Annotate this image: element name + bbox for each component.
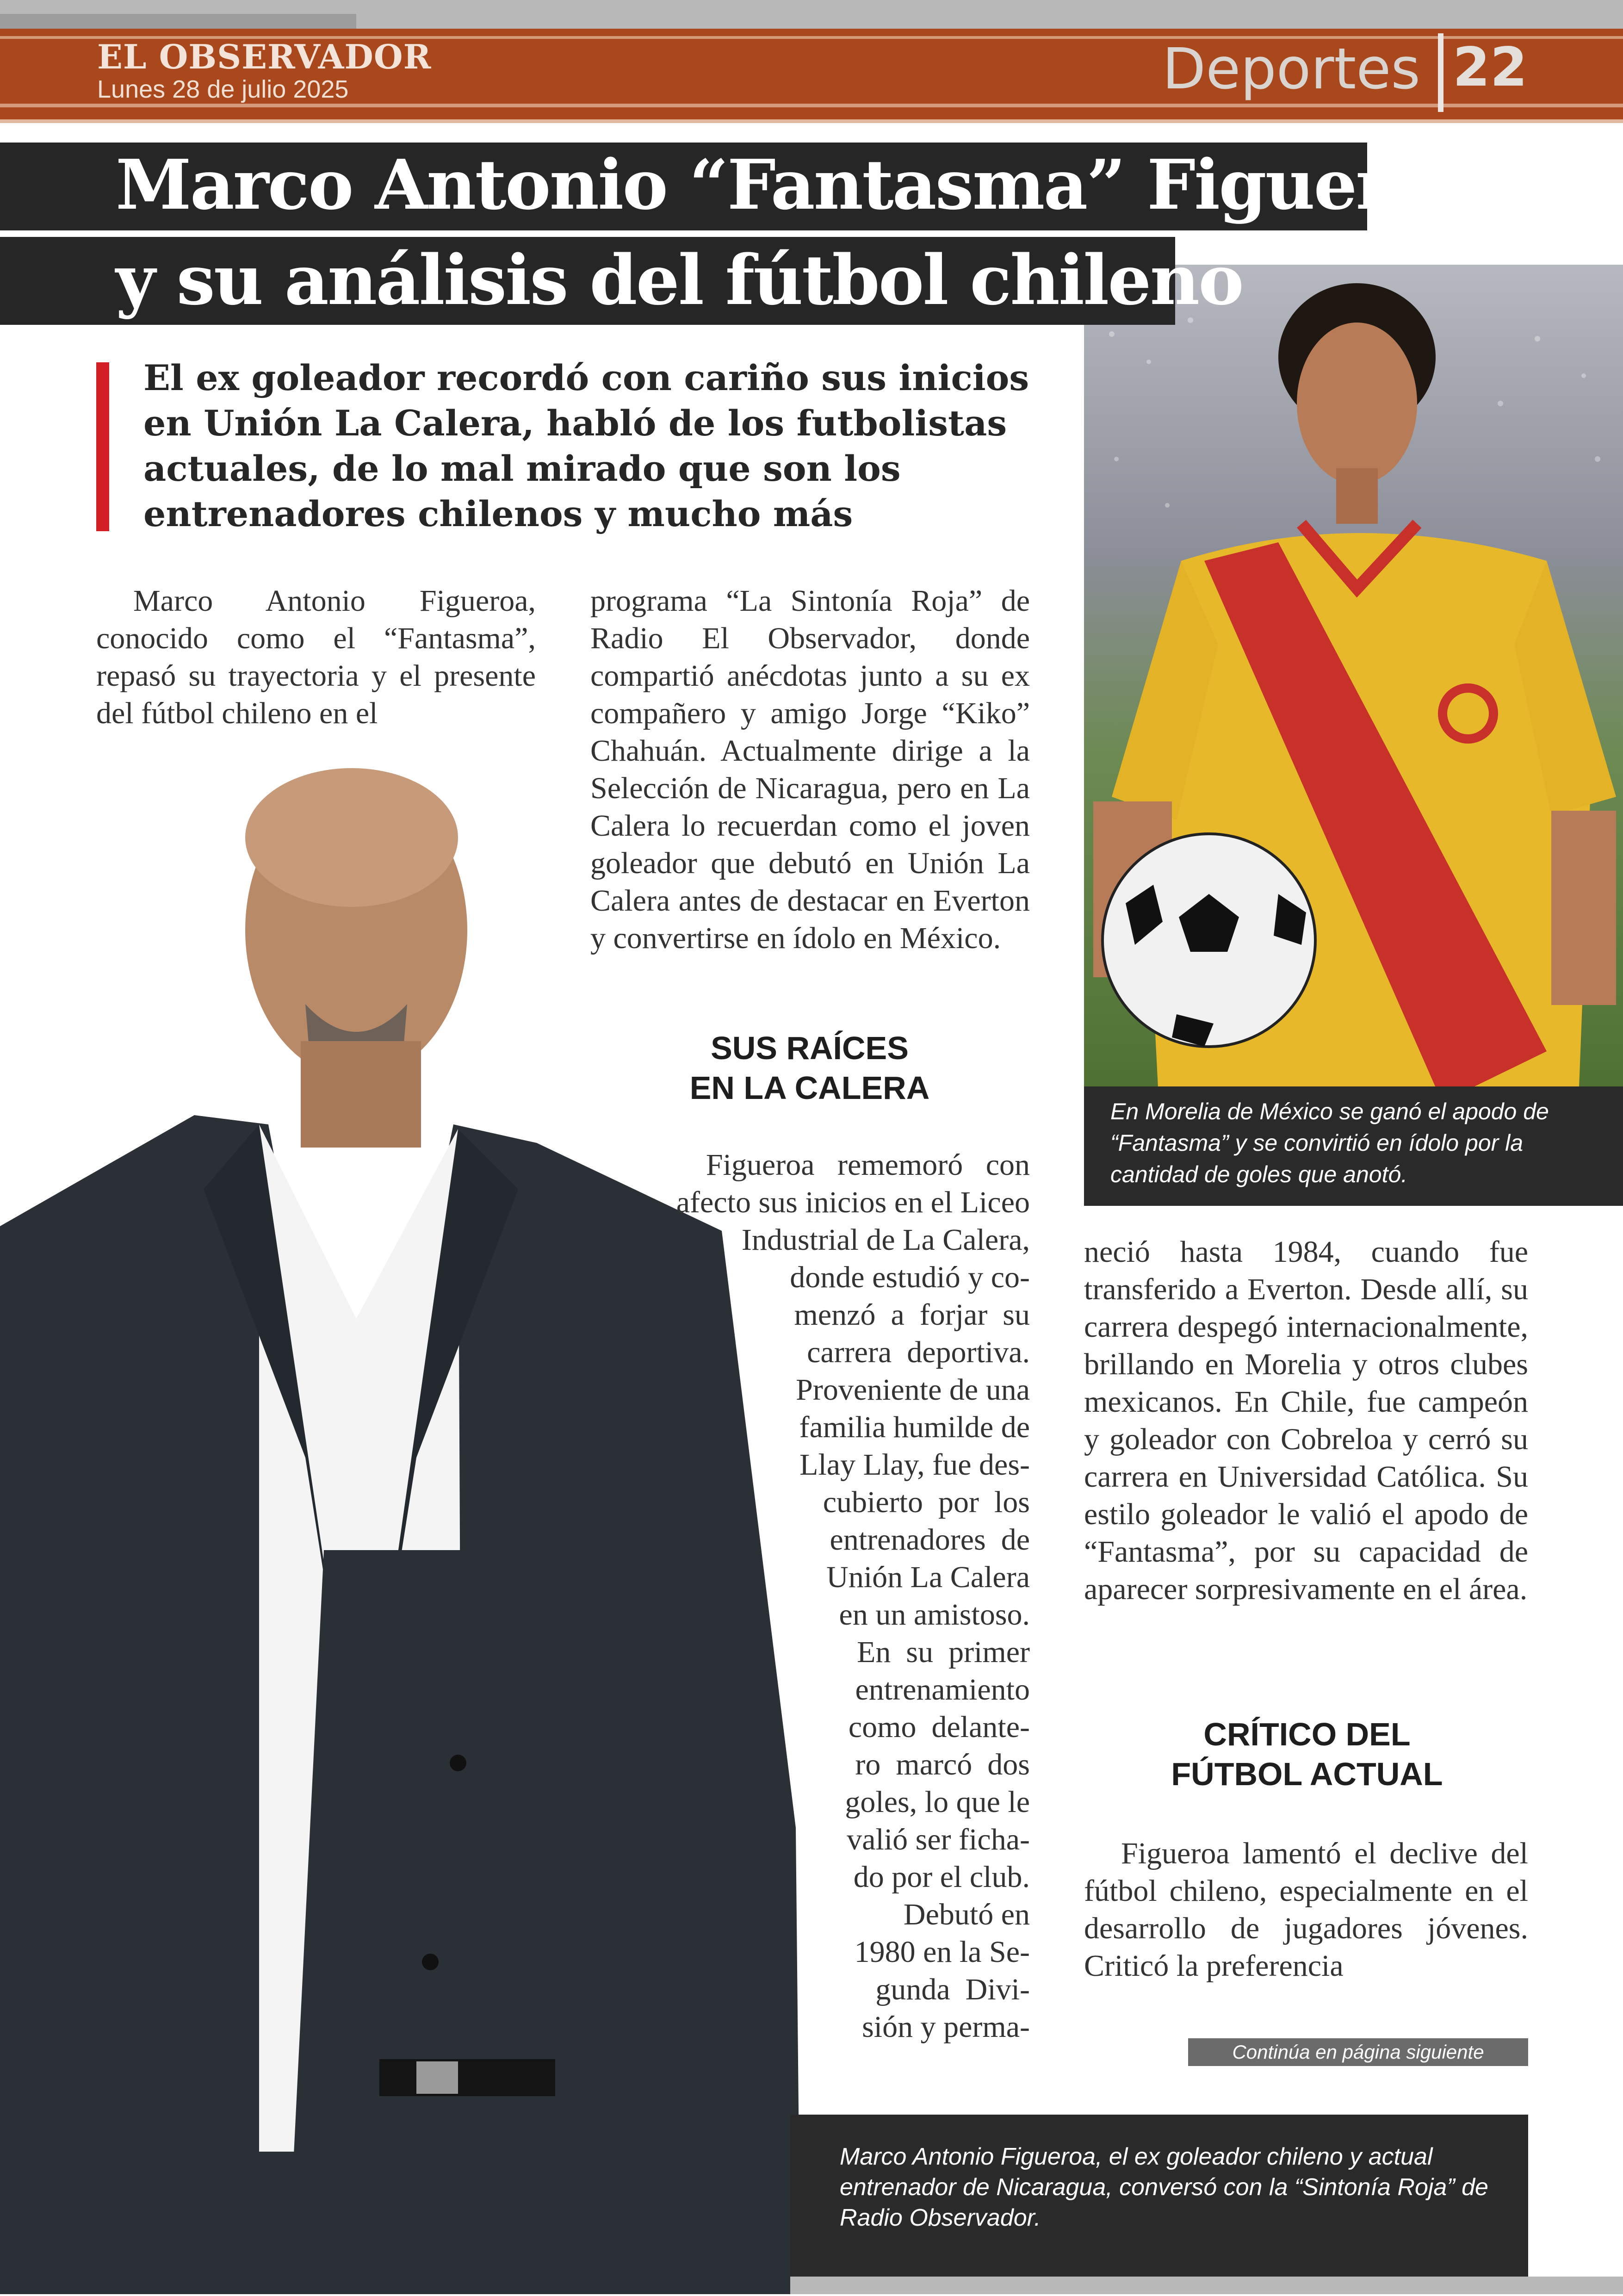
page-number-divider [1438, 33, 1443, 112]
body-text-line: afecto sus inicios en el Liceo [676, 1185, 1030, 1219]
body-text-line: cubierto por los [823, 1485, 1030, 1519]
body-text-line: valió ser ficha- [847, 1823, 1030, 1856]
body-text-line: Unión La Calera [826, 1560, 1030, 1594]
body-text-line: sión y perma- [862, 2010, 1030, 2044]
body-text-line: donde estudió y co- [790, 1260, 1030, 1294]
coach-illustration [0, 763, 800, 2294]
headline: y su análisis del fútbol chileno [116, 240, 1243, 320]
morelia-player-photo [1084, 265, 1623, 1087]
body-text-line: 1980 en la Se- [854, 1935, 1030, 1969]
subhead-line: CRÍTICO DEL [1203, 1716, 1411, 1752]
body-text-line: goles, lo que le [845, 1785, 1030, 1819]
body-text-line: como delante- [848, 1710, 1030, 1744]
body-text-line: entrenadores de [830, 1523, 1030, 1557]
coach-photo-caption: Marco Antonio Figueroa, el ex goleador chileno y actual entrenador de Nicaragua, conversó con la “Sintonía Roja” de Radio Observador. [840, 2143, 1488, 2231]
page-number: 22 [1453, 36, 1528, 99]
body-text-line: Debutó en [903, 1898, 1030, 1931]
coach-photo [0, 763, 800, 2294]
subhead-line: SUS RAÍCES [711, 1030, 909, 1066]
header-rule [0, 119, 1623, 123]
morelia-photo-caption: En Morelia de México se ganó el apodo de “Fantasma” y se convirtió en ídolo por la cantidad de goles que anotó. [1110, 1098, 1549, 1187]
body-paragraph: Figueroa lamentó el declive del fútbol chileno, especialmente en el desarrollo de jugadores jóvenes. Criticó la preferencia [1084, 1837, 1528, 1983]
body-paragraph: Marco Antonio Figueroa, conocido como el “Fantasma”, repasó su trayectoria y el presente del fútbol chileno en el [96, 584, 536, 730]
article-body-column-3 [1084, 1233, 1528, 1608]
body-text-line: gunda Divi- [875, 1973, 1030, 2006]
morelia-player-illustration [1084, 265, 1623, 1087]
body-text-line: entrenamiento [855, 1673, 1030, 1706]
section-subhead [611, 1028, 1009, 1108]
subhead-line: EN LA CALERA [689, 1070, 930, 1106]
body-text-line: carrera deportiva. [807, 1335, 1030, 1369]
body-text-line: Proveniente de una [796, 1373, 1030, 1407]
body-paragraph: neció hasta 1984, cuando fue transferido a Everton. Desde allí, su carrera despegó internacionalmente, brillando en Morelia y otros clubes mexicanos. En Chile, fue campeón y goleador con Cobreloa y cerró su carrera en Universidad Católica. Su estilo goleador le valió el apodo de “Fantasma”, por su capacidad de aparecer sorpresivamente en el área. [1084, 1235, 1528, 1606]
body-text-line: familia humilde de [799, 1410, 1030, 1444]
body-text-line: en un amistoso. [839, 1598, 1030, 1632]
body-text-line: ro marcó dos [855, 1748, 1030, 1781]
top-border-tab [0, 14, 356, 29]
body-text-line: Llay Llay, fue des- [799, 1448, 1030, 1482]
lead-accent-bar [96, 362, 109, 531]
bottom-border [790, 2277, 1623, 2294]
headline: Marco Antonio “Fantasma” Figueroa [116, 144, 1478, 225]
article-lead: El ex goleador recordó con cariño sus inicios en Unión La Calera, habló de los futbolistas actuales, de lo mal mirado que son los entrenadores chilenos y mucho más [143, 357, 1029, 534]
issue-date: Lunes 28 de julio 2025 [97, 75, 349, 103]
article-body-column-2 [590, 582, 1030, 957]
body-text-line: Industrial de La Calera, [741, 1223, 1030, 1257]
body-text-line: menzó a forjar su [794, 1298, 1030, 1332]
header-rule [0, 104, 1623, 107]
section-name: Deportes [1162, 36, 1420, 102]
body-text-line: do por el club. [853, 1860, 1030, 1894]
article-body-column-1 [96, 582, 536, 732]
body-text-line: Figueroa rememoró con [706, 1148, 1030, 1182]
body-paragraph: programa “La Sintonía Roja” de Radio El Observador, donde compartió anécdotas junto a su ex compañero y amigo Jorge “Kiko” Chahuán. Actualmente dirige a la Selección de Nicaragua, pero en La Calera lo recuerdan como el joven goleador que debutó en Unión La Calera antes de destacar en Everton y convertirse en ídolo en México. [590, 584, 1030, 955]
article-body-column-3b [1084, 1835, 1528, 1985]
subhead-line: FÚTBOL ACTUAL [1171, 1756, 1443, 1792]
newspaper-name: EL OBSERVADOR [97, 37, 432, 76]
section-subhead [1087, 1714, 1527, 1794]
body-text-line: En su primer [857, 1635, 1030, 1669]
continue-next-page-label: Continúa en página siguiente [1188, 2038, 1528, 2066]
